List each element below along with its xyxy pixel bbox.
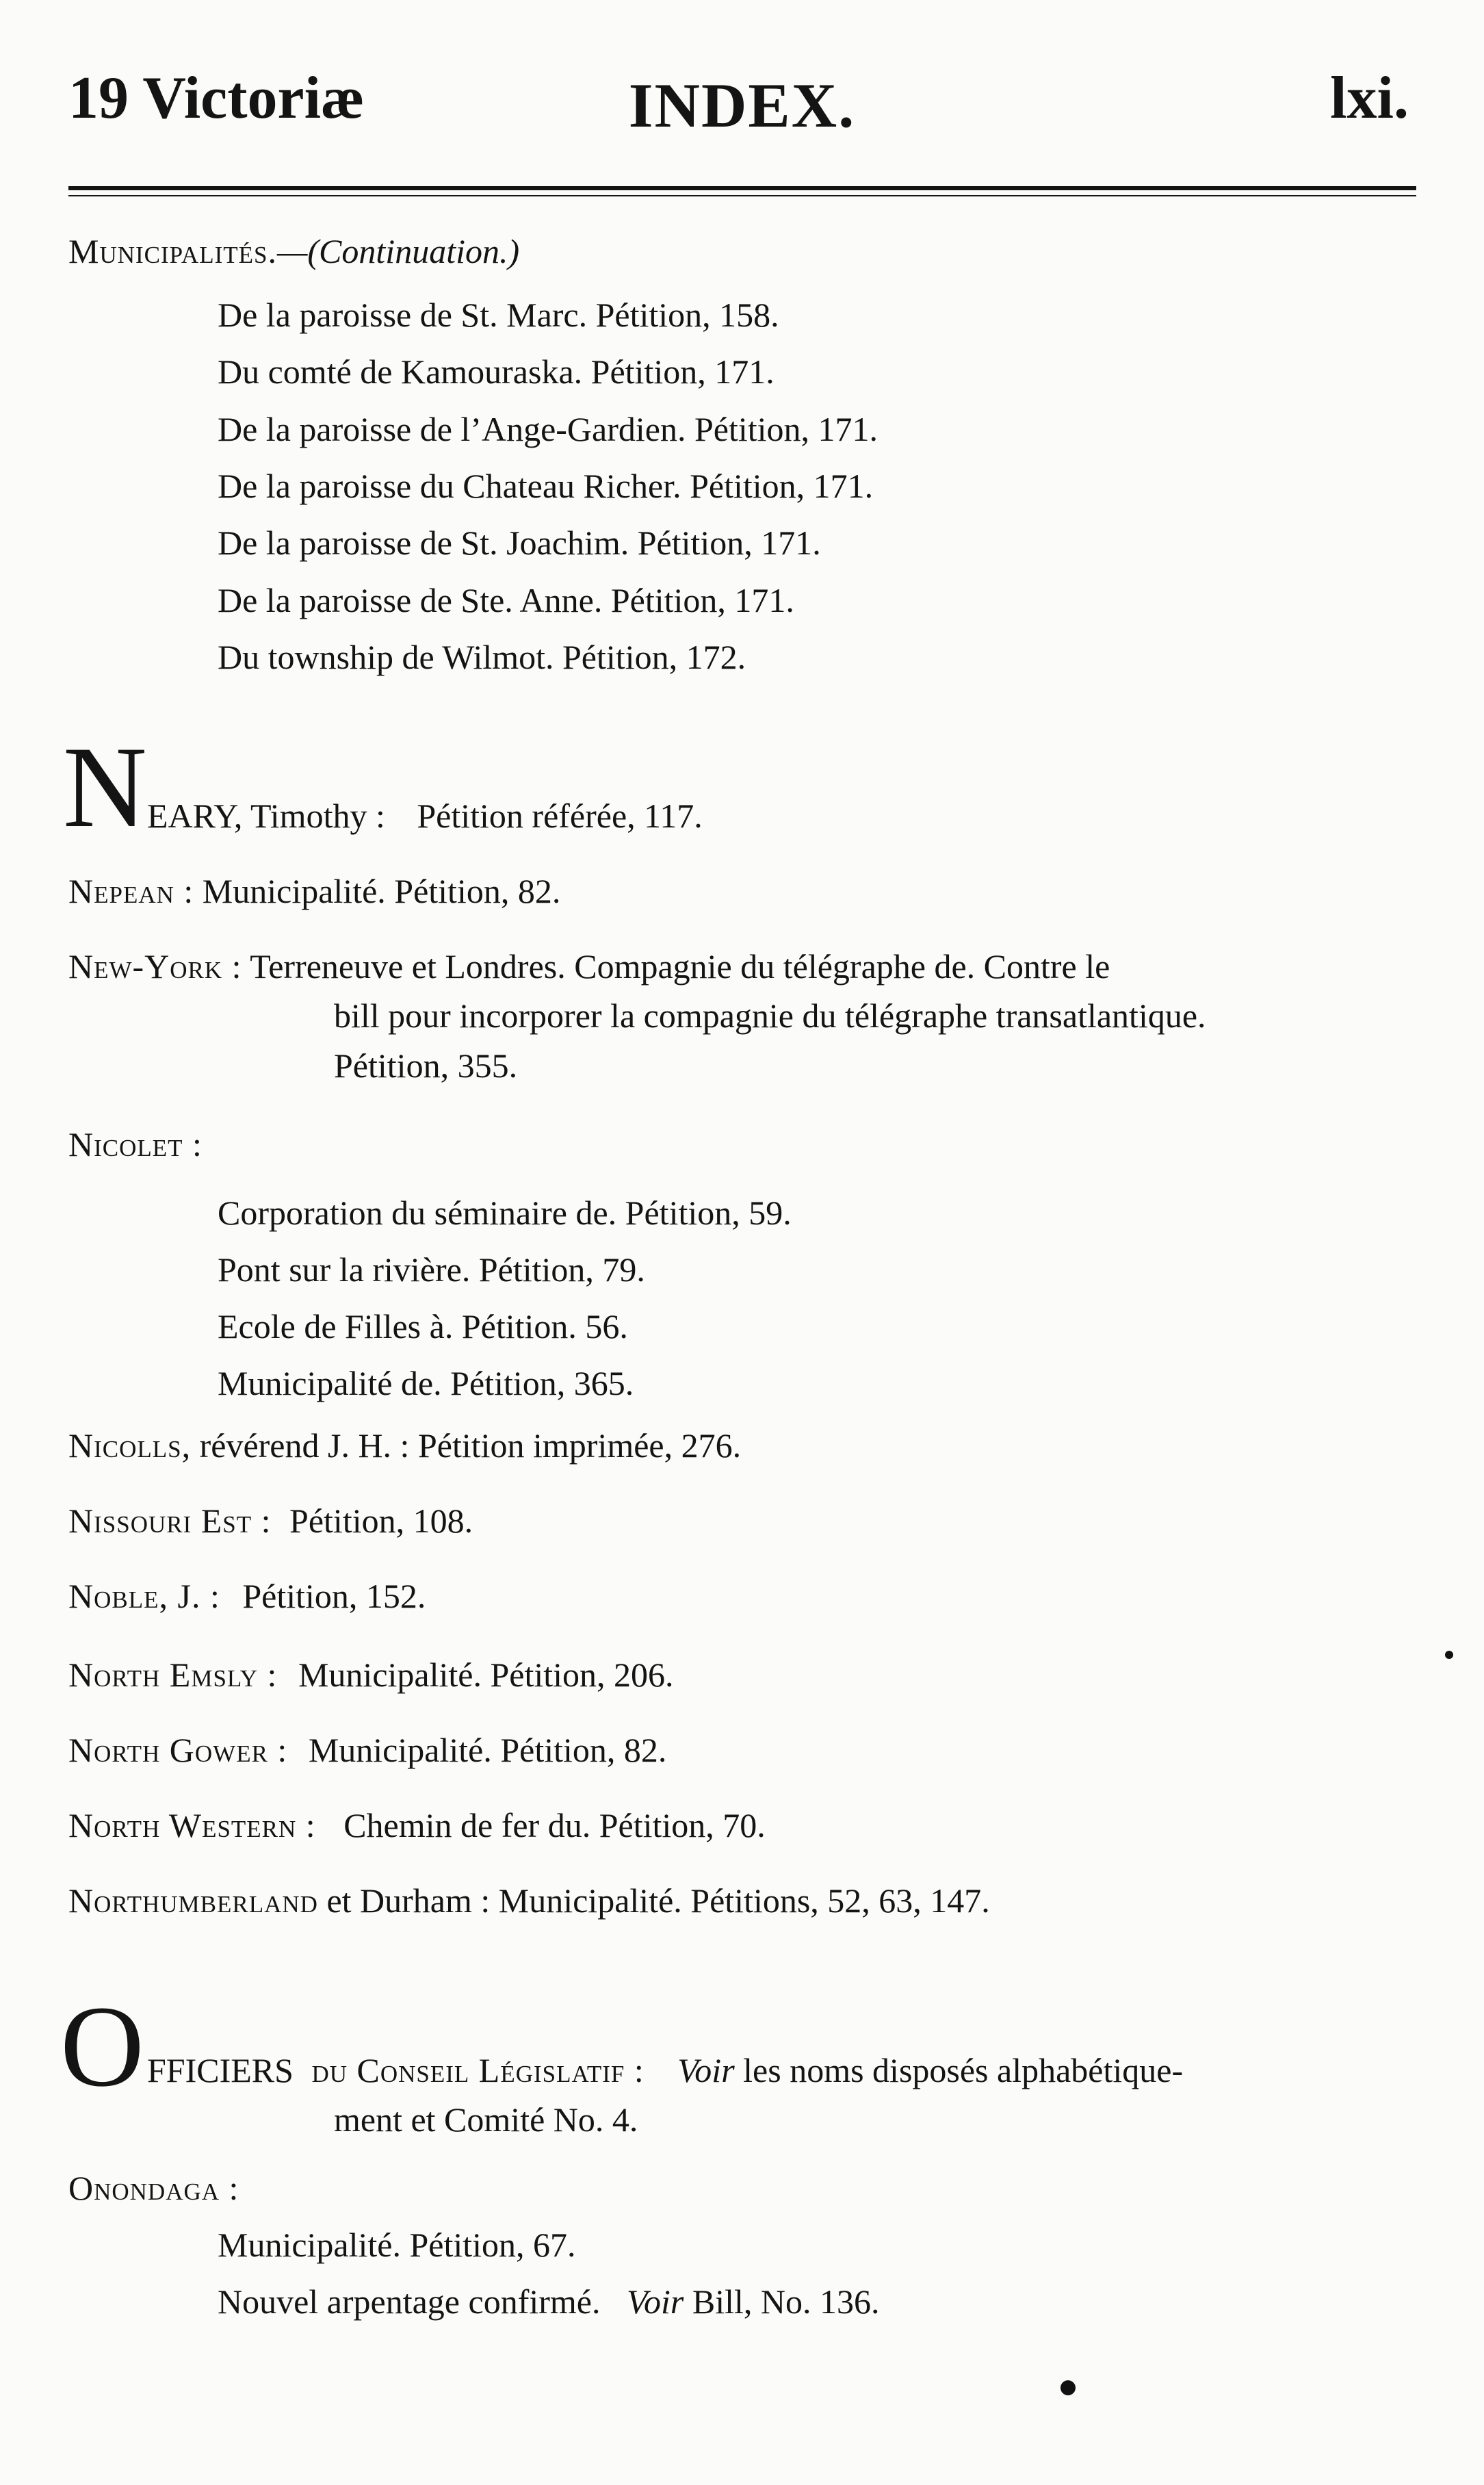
entry-name: New-York : bbox=[68, 947, 242, 986]
entry-nepean bbox=[68, 873, 560, 910]
subentry: De la paroisse de St. Marc. Pétition, 158. bbox=[218, 296, 779, 334]
entry-text: Municipalité. Pétition, 206. bbox=[298, 1656, 674, 1694]
subentry: Municipalité de. Pétition, 365. bbox=[218, 1364, 634, 1402]
dropcap-n: N bbox=[63, 723, 147, 851]
subentry: De la paroisse de l’Ange-Gardien. Pétition, 171. bbox=[218, 410, 878, 448]
entry-text: Terreneuve et Londres. Compagnie du télégraphe de. Contre le bbox=[250, 947, 1110, 986]
entry-name: Nicolls, bbox=[68, 1426, 192, 1465]
entry-text: Chemin de fer du. Pétition, 70. bbox=[343, 1806, 766, 1844]
entry-new-york bbox=[68, 948, 1110, 986]
subentry: De la paroisse de St. Joachim. Pétition, 171. bbox=[218, 524, 821, 562]
entry-name: Noble, J. : bbox=[68, 1577, 220, 1615]
entry-name: North Gower : bbox=[68, 1731, 288, 1769]
header-volume: 19 Victoriæ bbox=[68, 65, 365, 131]
entry-name: Onondaga : bbox=[68, 2169, 239, 2207]
entry-text: Pétition, 152. bbox=[242, 1577, 426, 1615]
entry-name: Nepean : bbox=[68, 872, 194, 910]
entry-name: Northumberland bbox=[68, 1881, 318, 1920]
subentry: De la paroisse du Chateau Richer. Pétition, 171. bbox=[218, 467, 874, 505]
subentry: Du township de Wilmot. Pétition, 172. bbox=[218, 638, 746, 676]
entry-name: North Emsly : bbox=[68, 1656, 278, 1694]
entry-text: révérend J. H. : Pétition imprimée, 276. bbox=[199, 1426, 742, 1465]
entry-text: et Durham : Municipalité. Pétitions, 52, 63, 147. bbox=[326, 1881, 990, 1920]
entry-text: Municipalité. Pétition, 82. bbox=[308, 1731, 667, 1769]
entry-north-emsly bbox=[68, 1656, 674, 1694]
ink-speck bbox=[1060, 2380, 1076, 2395]
subentry: Corporation du séminaire de. Pétition, 59. bbox=[218, 1194, 792, 1232]
ink-speck bbox=[1445, 1651, 1453, 1659]
entry-subname: du Conseil Législatif : bbox=[311, 2051, 645, 2089]
header-rule-thick bbox=[68, 186, 1416, 190]
entry-text: Pétition référée, 117. bbox=[417, 797, 703, 835]
entry-name: Nicolet : bbox=[68, 1125, 203, 1163]
header-title: INDEX. bbox=[628, 70, 856, 140]
subentry: Pont sur la rivière. Pétition, 79. bbox=[218, 1250, 645, 1289]
entry-text: les noms disposés alphabétique- bbox=[743, 2051, 1184, 2089]
entry-nicolet bbox=[68, 1126, 203, 1163]
entry-name: Municipalités. bbox=[68, 232, 277, 270]
entry-officiers-continuation: ment et Comité No. 4. bbox=[334, 2100, 638, 2139]
entry-officiers bbox=[147, 2052, 1183, 2089]
entry-northumberland bbox=[68, 1882, 990, 1920]
entry-text: Municipalité. Pétition, 82. bbox=[202, 872, 561, 910]
subentry: Municipalité. Pétition, 67. bbox=[218, 2226, 576, 2264]
entry-name: EARY, Timothy : bbox=[147, 797, 385, 835]
voir-label: Voir bbox=[626, 2282, 684, 2321]
entry-nissouri-est bbox=[68, 1502, 473, 1540]
subentry bbox=[218, 2283, 879, 2321]
subentry: Ecole de Filles à. Pétition. 56. bbox=[218, 1307, 628, 1345]
entry-north-gower bbox=[68, 1731, 666, 1769]
entry-nicolls bbox=[68, 1427, 741, 1465]
entry-name: Nissouri Est : bbox=[68, 1502, 272, 1540]
entry-text: Nouvel arpentage confirmé. bbox=[218, 2282, 601, 2321]
entry-onondaga bbox=[68, 2169, 239, 2207]
entry-noble bbox=[68, 1578, 426, 1615]
entry-new-york-continuation: bill pour incorporer la compagnie du télégraphe transatlantique. bbox=[334, 996, 1206, 1035]
entry-neary bbox=[147, 797, 703, 835]
continuation-label: —(Continuation.) bbox=[276, 232, 520, 270]
entry-municipalites-heading bbox=[68, 233, 519, 270]
entry-north-western bbox=[68, 1807, 766, 1844]
subentry: Du comté de Kamouraska. Pétition, 171. bbox=[218, 352, 774, 391]
entry-name: FFICIERS bbox=[147, 2051, 294, 2089]
voir-label: Voir bbox=[677, 2051, 735, 2089]
entry-text: Bill, No. 136. bbox=[692, 2282, 880, 2321]
dropcap-o: O bbox=[60, 1982, 144, 2111]
header-page-number: lxi. bbox=[1330, 65, 1409, 131]
entry-new-york-continuation: Pétition, 355. bbox=[334, 1046, 518, 1085]
header-rule-thin bbox=[68, 195, 1416, 196]
subentry: De la paroisse de Ste. Anne. Pétition, 171. bbox=[218, 581, 794, 619]
entry-text: Pétition, 108. bbox=[289, 1502, 473, 1540]
entry-name: North Western : bbox=[68, 1806, 316, 1844]
